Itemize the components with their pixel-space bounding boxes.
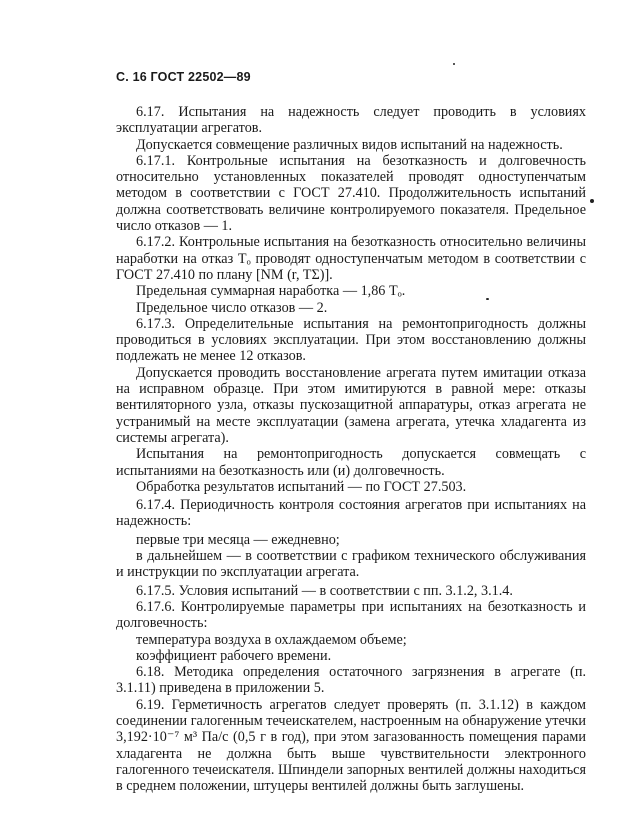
paragraph-restoration-simulation: Допускается проводить восстановление агрегата путем имитации отказа на исправном образце. При этом имитируются в равной мере: отказы вентиляторного узла, отказы пускозащитной аппаратуры, отказ агрегата не устранимый на месте эксплуатации (замена агрегата, утечка хладагента из системы агрегата). bbox=[116, 364, 586, 446]
list-item-air-temperature: температура воздуха в охлаждаемом объеме; bbox=[136, 631, 407, 648]
document-body bbox=[116, 104, 586, 794]
scan-speck bbox=[453, 63, 455, 65]
paragraph-6-17-4: 6.17.4. Периодичность контроля состояния агрегатов при испытаниях на надежность: bbox=[116, 497, 586, 530]
list-item-work-time-ratio: коэффициент рабочего времени. bbox=[136, 647, 332, 664]
scan-speck bbox=[590, 199, 594, 203]
paragraph-6-17-2: 6.17.2. Контрольные испытания на безотказность относительно величины наработки на отказ Tₒ проводят одноступенчатым методом в соответствии с ГОСТ 27.410 по плану [NM (r, TΣ)]. bbox=[116, 234, 586, 283]
paragraph-total-operating-time: Предельная суммарная наработка — 1,86 Tₒ. bbox=[136, 283, 406, 300]
paragraph-6-17-3: 6.17.3. Определительные испытания на ремонтопригодность должны проводиться в условиях эксплуатации. При этом восстановлению должны подлежать не менее 12 отказов. bbox=[116, 315, 586, 365]
paragraph-maintainability-combined: Испытания на ремонтопригодность допускается совмещать с испытаниями на безотказность или (и) долговечность. bbox=[116, 446, 586, 479]
paragraph-6-18: 6.18. Методика определения остаточного загрязнения в агрегате (п. 3.1.11) приведена в приложении 5. bbox=[116, 664, 586, 697]
paragraph-6-17-5: 6.17.5. Условия испытаний — в соответствии с пп. 3.1.2, 3.1.4. bbox=[136, 582, 513, 599]
paragraph-failure-limit: Предельное число отказов — 2. bbox=[136, 299, 328, 316]
paragraph-6-19: 6.19. Герметичность агрегатов следует проверять (п. 3.1.12) в каждом соединении галогенным течеискателем, настроенным на обнаружение утечки 3,192·10⁻⁷ м³ Па/с (0,5 г в год), при этом загазованность помещения парами хладагента не должна быть выше чувствительности электронного галогенного течеискателя. Шпиндели запорных вентилей должны находиться в среднем положении, штуцеры вентилей должны быть заглушены. bbox=[116, 696, 587, 795]
paragraph-combined-tests: Допускается совмещение различных видов испытаний на надежность. bbox=[136, 136, 563, 153]
paragraph-6-17-6: 6.17.6. Контролируемые параметры при испытаниях на безотказность и долговечность: bbox=[116, 598, 586, 632]
paragraph-6-17-1: 6.17.1. Контрольные испытания на безотказность и долговечность относительно установленных показателей проводят одноступенчатым методом в соответствии с ГОСТ 27.410. Продолжительность испытаний должна соответствовать величине контролируемого показателя. Предельное число отказов — 1. bbox=[116, 152, 586, 235]
scan-speck bbox=[486, 298, 489, 300]
page-header: С. 16 ГОСТ 22502—89 bbox=[116, 70, 251, 84]
list-item-later: в дальнейшем — в соответствии с графиком технического обслуживания и инструкции по эксплуатации агрегата. bbox=[116, 548, 586, 581]
list-item-first-months: первые три месяца — ежедневно; bbox=[136, 531, 340, 548]
paragraph-6-17: 6.17. Испытания на надежность следует проводить в условиях эксплуатации агрегатов. bbox=[116, 104, 586, 137]
paragraph-results-processing: Обработка результатов испытаний — по ГОСТ 27.503. bbox=[136, 478, 467, 495]
